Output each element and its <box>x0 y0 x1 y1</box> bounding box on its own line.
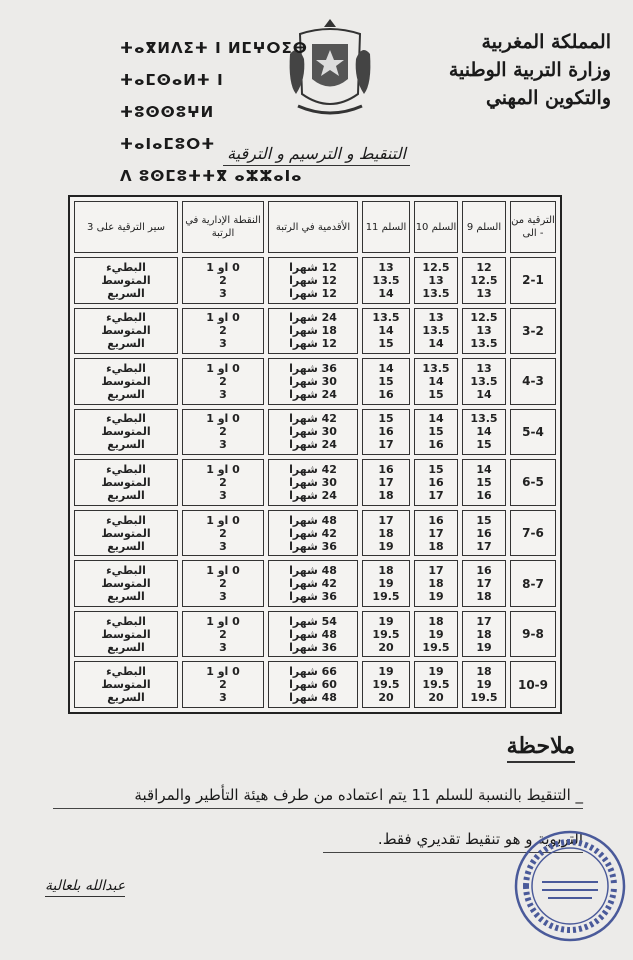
cell-promotion-pace <box>74 560 178 607</box>
table-header-row <box>74 201 556 253</box>
cell-value: 13 <box>476 324 492 338</box>
cell-value: 17 <box>476 577 492 591</box>
cell-value: 15 <box>378 337 394 351</box>
cell-value: 24 شهرا <box>289 438 337 452</box>
cell-value: 12.5 <box>470 273 498 287</box>
cell-value: 18 <box>476 665 492 679</box>
cell-scale-10 <box>414 409 458 456</box>
cell-value: 15 <box>476 438 492 452</box>
cell-value: البطيء <box>106 311 146 325</box>
table-row <box>74 560 556 607</box>
cell-scale-9 <box>462 409 506 456</box>
cell-value: 16 <box>428 438 444 452</box>
cell-seniority <box>268 459 358 506</box>
cell-value: 14 <box>476 462 492 476</box>
cell-scale-11 <box>362 510 410 557</box>
cell-admin-grade <box>182 611 264 658</box>
cell-value: 2 <box>219 526 227 540</box>
cell-value: البطيء <box>106 564 146 578</box>
cell-scale-11 <box>362 308 410 355</box>
cell-scale-9 <box>462 308 506 355</box>
cell-value: 3 <box>219 387 227 401</box>
cell-value: 19 <box>428 627 444 641</box>
cell-value: 19 <box>378 577 394 591</box>
document-title <box>0 144 633 163</box>
cell-value: 19.5 <box>372 678 400 692</box>
cell-value: 13.5 <box>422 286 450 300</box>
cell-value: 66 شهرا <box>289 665 337 679</box>
cell-value: السريع <box>107 691 145 705</box>
cell-promotion: 8-7 <box>510 560 556 607</box>
cell-value: 0 او 1 <box>206 361 240 375</box>
table-row <box>74 661 556 708</box>
grading-table <box>68 195 562 714</box>
cell-value: 48 شهرا <box>289 513 337 527</box>
arabic-line: المملكة المغربية <box>481 31 611 53</box>
cell-value: 19 <box>378 665 394 679</box>
cell-scale-10 <box>414 661 458 708</box>
cell-value: 18 <box>378 488 394 502</box>
cell-value: 2 <box>219 627 227 641</box>
cell-seniority <box>268 308 358 355</box>
header-scale-11: السلم 11 <box>362 201 410 253</box>
cell-promotion: 3-2 <box>510 308 556 355</box>
cell-value: 2 <box>219 374 227 388</box>
cell-value: 18 <box>428 614 444 628</box>
signature: عبدالله بلعالية <box>45 878 125 897</box>
cell-value: 3 <box>219 640 227 654</box>
cell-scale-11 <box>362 358 410 405</box>
cell-scale-9 <box>462 510 506 557</box>
cell-value: 15 <box>378 374 394 388</box>
cell-value: السريع <box>107 286 145 300</box>
cell-value: 13.5 <box>470 412 498 426</box>
tifinagh-line: ⴷ ⵓⵙⵎⵓⵜⵜⴳ ⴰⵣⵣⴰⵏⴰ <box>120 167 303 185</box>
cell-promotion-pace <box>74 358 178 405</box>
tifinagh-line: ⵜⴰⴳⵍⴷⵉⵜ ⵏ ⵍⵎⵖⵔⵉⴱ <box>120 39 308 57</box>
cell-value: 20 <box>378 691 394 705</box>
cell-seniority <box>268 611 358 658</box>
cell-value: البطيء <box>106 260 146 274</box>
cell-admin-grade <box>182 257 264 304</box>
cell-promotion-pace <box>74 661 178 708</box>
note-line-2: التربوية و هو تنقيط تقديري فقط. <box>323 830 583 853</box>
cell-value: 17 <box>428 526 444 540</box>
cell-value: المتوسط <box>101 273 151 287</box>
cell-admin-grade <box>182 409 264 456</box>
header-admin-grade: النقطة الإدارية في الرتبة <box>182 201 264 253</box>
cell-value: السريع <box>107 438 145 452</box>
cell-value: 12 شهرا <box>289 286 337 300</box>
cell-seniority <box>268 560 358 607</box>
cell-value: 16 <box>428 513 444 527</box>
cell-value: 3 <box>219 590 227 604</box>
cell-value: 14 <box>428 374 444 388</box>
cell-value: 2 <box>219 577 227 591</box>
note-line-1: _ التنقيط بالنسبة للسلم 11 يتم اعتماده من طرف هيئة التأطير والمراقبة <box>53 786 583 809</box>
official-stamp-icon <box>512 828 628 944</box>
cell-value: 14 <box>378 286 394 300</box>
cell-value: 3 <box>219 488 227 502</box>
cell-promotion: 2-1 <box>510 257 556 304</box>
cell-seniority <box>268 510 358 557</box>
cell-value: 18 شهرا <box>289 324 337 338</box>
cell-value: 17 <box>378 475 394 489</box>
cell-scale-10 <box>414 308 458 355</box>
cell-value: 13.5 <box>372 273 400 287</box>
cell-promotion-pace <box>74 510 178 557</box>
cell-value: 13.5 <box>372 311 400 325</box>
cell-value: 19 <box>378 539 394 553</box>
cell-value: 13 <box>378 260 394 274</box>
cell-value: 18 <box>428 539 444 553</box>
cell-value: السريع <box>107 337 145 351</box>
cell-value: 42 شهرا <box>289 462 337 476</box>
promotion-table <box>70 197 560 712</box>
cell-value: 24 شهرا <box>289 387 337 401</box>
tifinagh-line: ⵜⴰⵎⵙⴰⵍⵜ ⵏ ⵜⵓⵙⵙⵓⵖⵍ ⵜⴰⵏⴰⵎⵓⵔⵜ <box>120 71 224 153</box>
cell-value: 19.5 <box>422 640 450 654</box>
cell-value: 19.5 <box>372 627 400 641</box>
cell-promotion: 7-6 <box>510 510 556 557</box>
ministry-name-arabic <box>411 28 611 112</box>
cell-value: 13.5 <box>422 361 450 375</box>
cell-scale-9 <box>462 358 506 405</box>
cell-value: المتوسط <box>101 324 151 338</box>
cell-value: 0 او 1 <box>206 412 240 426</box>
cell-scale-9 <box>462 661 506 708</box>
cell-admin-grade <box>182 661 264 708</box>
cell-promotion: 4-3 <box>510 358 556 405</box>
cell-seniority <box>268 661 358 708</box>
cell-value: السريع <box>107 387 145 401</box>
cell-seniority <box>268 257 358 304</box>
cell-value: 12 شهرا <box>289 337 337 351</box>
cell-value: 12.5 <box>422 260 450 274</box>
cell-value: 2 <box>219 273 227 287</box>
cell-scale-10 <box>414 257 458 304</box>
cell-value: المتوسط <box>101 577 151 591</box>
cell-value: 42 شهرا <box>289 526 337 540</box>
table-row <box>74 257 556 304</box>
cell-value: 15 <box>428 462 444 476</box>
cell-admin-grade <box>182 510 264 557</box>
cell-scale-10 <box>414 510 458 557</box>
cell-value: 14 <box>378 361 394 375</box>
cell-value: البطيء <box>106 462 146 476</box>
cell-value: 30 شهرا <box>289 374 337 388</box>
cell-promotion: 10-9 <box>510 661 556 708</box>
cell-scale-11 <box>362 459 410 506</box>
header-seniority: الأقدمية في الرتبة <box>268 201 358 253</box>
cell-promotion-pace <box>74 409 178 456</box>
cell-promotion-pace <box>74 308 178 355</box>
cell-value: 13 <box>476 361 492 375</box>
table-row <box>74 611 556 658</box>
cell-value: 18 <box>476 590 492 604</box>
cell-value: 19 <box>428 665 444 679</box>
header-scale-10: السلم 10 <box>414 201 458 253</box>
cell-value: 0 او 1 <box>206 260 240 274</box>
cell-value: 13 <box>428 311 444 325</box>
cell-scale-11 <box>362 560 410 607</box>
cell-admin-grade <box>182 358 264 405</box>
cell-value: 13 <box>476 286 492 300</box>
cell-value: 36 شهرا <box>289 361 337 375</box>
cell-value: 24 شهرا <box>289 311 337 325</box>
cell-value: 0 او 1 <box>206 614 240 628</box>
cell-value: 14 <box>476 425 492 439</box>
cell-promotion-pace <box>74 611 178 658</box>
cell-scale-11 <box>362 661 410 708</box>
cell-value: السريع <box>107 488 145 502</box>
cell-value: 17 <box>378 513 394 527</box>
cell-value: 36 شهرا <box>289 640 337 654</box>
table-row <box>74 459 556 506</box>
cell-value: 18 <box>428 577 444 591</box>
arabic-line: وزارة التربية الوطنية <box>448 59 611 81</box>
title-text: التنقيط و الترسيم و الترقية <box>223 144 410 166</box>
cell-value: 30 شهرا <box>289 425 337 439</box>
cell-value: 16 <box>428 475 444 489</box>
cell-value: 19 <box>378 614 394 628</box>
cell-value: السريع <box>107 539 145 553</box>
cell-admin-grade <box>182 560 264 607</box>
cell-value: المتوسط <box>101 374 151 388</box>
cell-value: 19.5 <box>422 678 450 692</box>
cell-value: 19 <box>428 590 444 604</box>
cell-promotion: 5-4 <box>510 409 556 456</box>
header-promotion-pace: سير الترقية على 3 <box>74 201 178 253</box>
cell-seniority <box>268 409 358 456</box>
cell-value: 17 <box>428 488 444 502</box>
cell-value: 17 <box>476 539 492 553</box>
cell-value: 16 <box>378 387 394 401</box>
cell-value: 3 <box>219 438 227 452</box>
cell-value: 19.5 <box>372 590 400 604</box>
cell-scale-10 <box>414 459 458 506</box>
cell-value: 16 <box>378 462 394 476</box>
cell-value: 12 شهرا <box>289 260 337 274</box>
cell-scale-10 <box>414 611 458 658</box>
cell-value: 3 <box>219 286 227 300</box>
cell-value: 19.5 <box>470 691 498 705</box>
cell-value: المتوسط <box>101 475 151 489</box>
cell-value: 42 شهرا <box>289 412 337 426</box>
cell-value: 18 <box>378 526 394 540</box>
cell-value: 15 <box>428 387 444 401</box>
cell-scale-9 <box>462 560 506 607</box>
cell-scale-11 <box>362 257 410 304</box>
cell-scale-9 <box>462 257 506 304</box>
cell-value: 3 <box>219 691 227 705</box>
cell-value: 13.5 <box>422 324 450 338</box>
cell-value: السريع <box>107 590 145 604</box>
cell-value: المتوسط <box>101 678 151 692</box>
cell-value: 0 او 1 <box>206 311 240 325</box>
cell-value: 13.5 <box>470 337 498 351</box>
cell-value: 42 شهرا <box>289 577 337 591</box>
cell-value: المتوسط <box>101 526 151 540</box>
cell-value: 2 <box>219 425 227 439</box>
cell-value: 15 <box>378 412 394 426</box>
cell-value: 15 <box>428 425 444 439</box>
header-scale-9: السلم 9 <box>462 201 506 253</box>
cell-promotion: 9-8 <box>510 611 556 658</box>
arabic-line: والتكوين المهني <box>485 87 611 109</box>
cell-value: 14 <box>476 387 492 401</box>
table-row <box>74 510 556 557</box>
cell-value: 54 شهرا <box>289 614 337 628</box>
cell-value: 17 <box>378 438 394 452</box>
note-heading: ملاحظة <box>507 733 575 763</box>
cell-value: البطيء <box>106 412 146 426</box>
cell-value: 2 <box>219 324 227 338</box>
cell-promotion: 6-5 <box>510 459 556 506</box>
cell-seniority <box>268 358 358 405</box>
cell-value: 12 <box>476 260 492 274</box>
cell-value: 2 <box>219 678 227 692</box>
cell-value: 15 <box>476 475 492 489</box>
header-promotion: الترقية من - الى <box>510 201 556 253</box>
cell-value: البطيء <box>106 665 146 679</box>
cell-value: 16 <box>476 564 492 578</box>
cell-value: 20 <box>428 691 444 705</box>
cell-value: 60 شهرا <box>289 678 337 692</box>
cell-value: 14 <box>378 324 394 338</box>
cell-value: 13 <box>428 273 444 287</box>
cell-value: 3 <box>219 539 227 553</box>
cell-value: 24 شهرا <box>289 488 337 502</box>
cell-value: 13.5 <box>470 374 498 388</box>
ministry-name-tifinagh <box>120 32 310 192</box>
cell-admin-grade <box>182 459 264 506</box>
cell-value: 14 <box>428 412 444 426</box>
cell-value: المتوسط <box>101 425 151 439</box>
cell-value: 0 او 1 <box>206 513 240 527</box>
cell-admin-grade <box>182 308 264 355</box>
cell-value: البطيء <box>106 614 146 628</box>
cell-value: 19 <box>476 678 492 692</box>
cell-value: 48 شهرا <box>289 627 337 641</box>
cell-value: 3 <box>219 337 227 351</box>
cell-promotion-pace <box>74 459 178 506</box>
cell-value: 0 او 1 <box>206 564 240 578</box>
cell-value: 15 <box>476 513 492 527</box>
cell-value: 14 <box>428 337 444 351</box>
cell-value: 17 <box>476 614 492 628</box>
cell-value: 16 <box>476 526 492 540</box>
cell-value: 18 <box>378 564 394 578</box>
cell-value: المتوسط <box>101 627 151 641</box>
cell-value: 48 شهرا <box>289 691 337 705</box>
cell-value: 30 شهرا <box>289 475 337 489</box>
cell-value: 48 شهرا <box>289 564 337 578</box>
cell-value: 17 <box>428 564 444 578</box>
cell-scale-9 <box>462 611 506 658</box>
cell-value: 12 شهرا <box>289 273 337 287</box>
cell-value: 20 <box>378 640 394 654</box>
cell-scale-11 <box>362 611 410 658</box>
cell-value: 16 <box>476 488 492 502</box>
cell-value: 2 <box>219 475 227 489</box>
cell-promotion-pace <box>74 257 178 304</box>
cell-scale-9 <box>462 459 506 506</box>
cell-value: 0 او 1 <box>206 665 240 679</box>
cell-value: 18 <box>476 627 492 641</box>
cell-value: 0 او 1 <box>206 462 240 476</box>
cell-value: السريع <box>107 640 145 654</box>
cell-value: 12.5 <box>470 311 498 325</box>
cell-value: 36 شهرا <box>289 590 337 604</box>
table-row <box>74 409 556 456</box>
table-row <box>74 308 556 355</box>
cell-value: 19 <box>476 640 492 654</box>
table-row <box>74 358 556 405</box>
cell-value: البطيء <box>106 361 146 375</box>
cell-value: البطيء <box>106 513 146 527</box>
cell-scale-10 <box>414 358 458 405</box>
cell-value: 36 شهرا <box>289 539 337 553</box>
cell-scale-11 <box>362 409 410 456</box>
cell-scale-10 <box>414 560 458 607</box>
cell-value: 16 <box>378 425 394 439</box>
